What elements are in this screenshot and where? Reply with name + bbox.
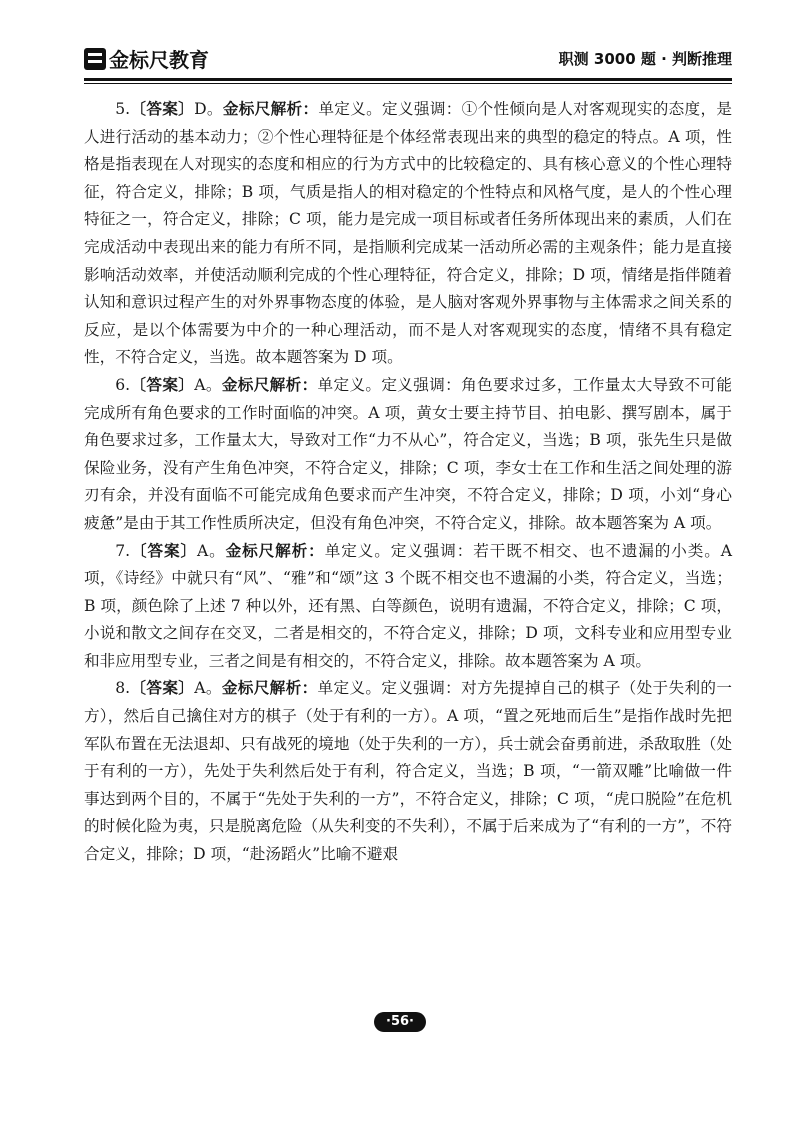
- item-number: 6.: [115, 375, 131, 394]
- answer-item-7: [84, 538, 732, 676]
- answer-label: 〔答案〕: [130, 100, 195, 118]
- answer-item-8: [84, 675, 732, 868]
- header-rule-thin: [84, 83, 732, 84]
- explanation-label: 金标尺解析：: [221, 679, 318, 698]
- answer-value: D。: [194, 100, 223, 118]
- item-number: 7.: [115, 541, 131, 560]
- explanation-text: 单定义。定义强调：①个性倾向是人对客观现实的态度，是人进行活动的基本动力；②个性心理特征是个体经常表现出来的典型的稳定的特点。A 项，性格是指表现在人对现实的态度和相应的行为方式中的比较稳定的、具有核心意义的个性心理特征，符合定义，排除；B 项，气质是指人的相对稳定的个性特点和风格气度，是人的个性心理特征之一，符合定义，排除；C 项，能力是完成一项目标或者任务所体现出来的素质，人们在完成活动中表现出来的能力有所不同，是指顺利完成某一活动所必需的主观条件；能力是直接影响活动效率，并使活动顺利完成的个性心理特征，符合定义，排除；D 项，情绪是指伴随着认知和意识过程产生的对外界事物态度的体验，是人脑对客观外界事物与主体需求之间关系的反应，是以个体需要为中介的一种心理活动，而不是人对客观现实的态度，情绪不具有稳定性，不符合定义，当选。故本题答案为 D 项。: [84, 100, 732, 367]
- explanation-label: 金标尺解析：: [222, 100, 319, 118]
- answer-label: 〔答案〕: [130, 679, 195, 698]
- page-header: [84, 42, 732, 78]
- explanation-label: 金标尺解析：: [221, 375, 318, 394]
- header-rule-thick: [84, 78, 732, 81]
- logo-icon: [84, 48, 106, 70]
- page-content: [84, 96, 732, 869]
- explanation-text: 单定义。定义强调：若干既不相交、也不遗漏的小类。A 项，《诗经》中就只有“风”、“雅”和“颂”这 3 个既不相交也不遗漏的小类，符合定义，当选；B 项，颜色除了上述 7 种以外，还有黑、白等颜色，说明有遗漏，不符合定义，排除；C 项，小说和散文之间存在交叉，二者是相交的，不符合定义，排除；D 项，文科专业和应用型专业和非应用型专业，三者之间是有相交的，不符合定义，排除。故本题答案为 A 项。: [84, 541, 732, 670]
- page-number: ·56·: [374, 1012, 426, 1032]
- item-number: 8.: [115, 679, 131, 698]
- answer-value: A。: [194, 679, 222, 698]
- explanation-text: 单定义。定义强调：对方先提掉自己的棋子（处于失利的一方），然后自己擒住对方的棋子（处于有利的一方）。A 项，“置之死地而后生”是指作战时先把军队布置在无法退却、只有战死的境地（处于失利的一方），兵士就会奋勇前进，杀敌取胜（处于有利的一方），先处于失利然后处于有利，符合定义，当选；B 项，“一箭双雕”比喻做一件事达到两个目的，不属于“先处于失利的一方”，不符合定义，排除；C 项，“虎口脱险”在危机的时候化险为夷，只是脱离危险（从失利变的不失利），不属于后来成为了“有利的一方”，不符合定义，排除；D 项，“赴汤蹈火”比喻不避艰: [84, 679, 732, 864]
- answer-item-5: [84, 96, 732, 372]
- book-title: 职测 3000 题 · 判断推理: [558, 50, 732, 68]
- publisher-logo: [84, 44, 209, 73]
- answer-label: 〔答案〕: [130, 375, 195, 394]
- explanation-label: 金标尺解析：: [225, 541, 325, 560]
- answer-label: 〔答案〕: [130, 541, 197, 560]
- answer-value: A。: [197, 541, 226, 560]
- logo-text: 金标尺教育: [109, 48, 209, 72]
- answer-item-6: [84, 372, 732, 538]
- explanation-text: 单定义。定义强调：角色要求过多，工作量太大导致不可能完成所有角色要求的工作时面临的冲突。A 项，黄女士要主持节目、拍电影、撰写剧本，属于角色要求过多，工作量太大，导致对工作“力不从心”，符合定义，当选；B 项，张先生只是做保险业务，没有产生角色冲突，不符合定义，排除；C 项，李女士在工作和生活之间处理的游刃有余，并没有面临不可能完成角色要求而产生冲突，不符合定义，排除；D 项，小刘“身心疲惫”是由于其工作性质所决定，但没有角色冲突，不符合定义，排除。故本题答案为 A 项。: [84, 375, 732, 532]
- answer-value: A。: [194, 375, 222, 394]
- item-number: 5.: [115, 100, 131, 118]
